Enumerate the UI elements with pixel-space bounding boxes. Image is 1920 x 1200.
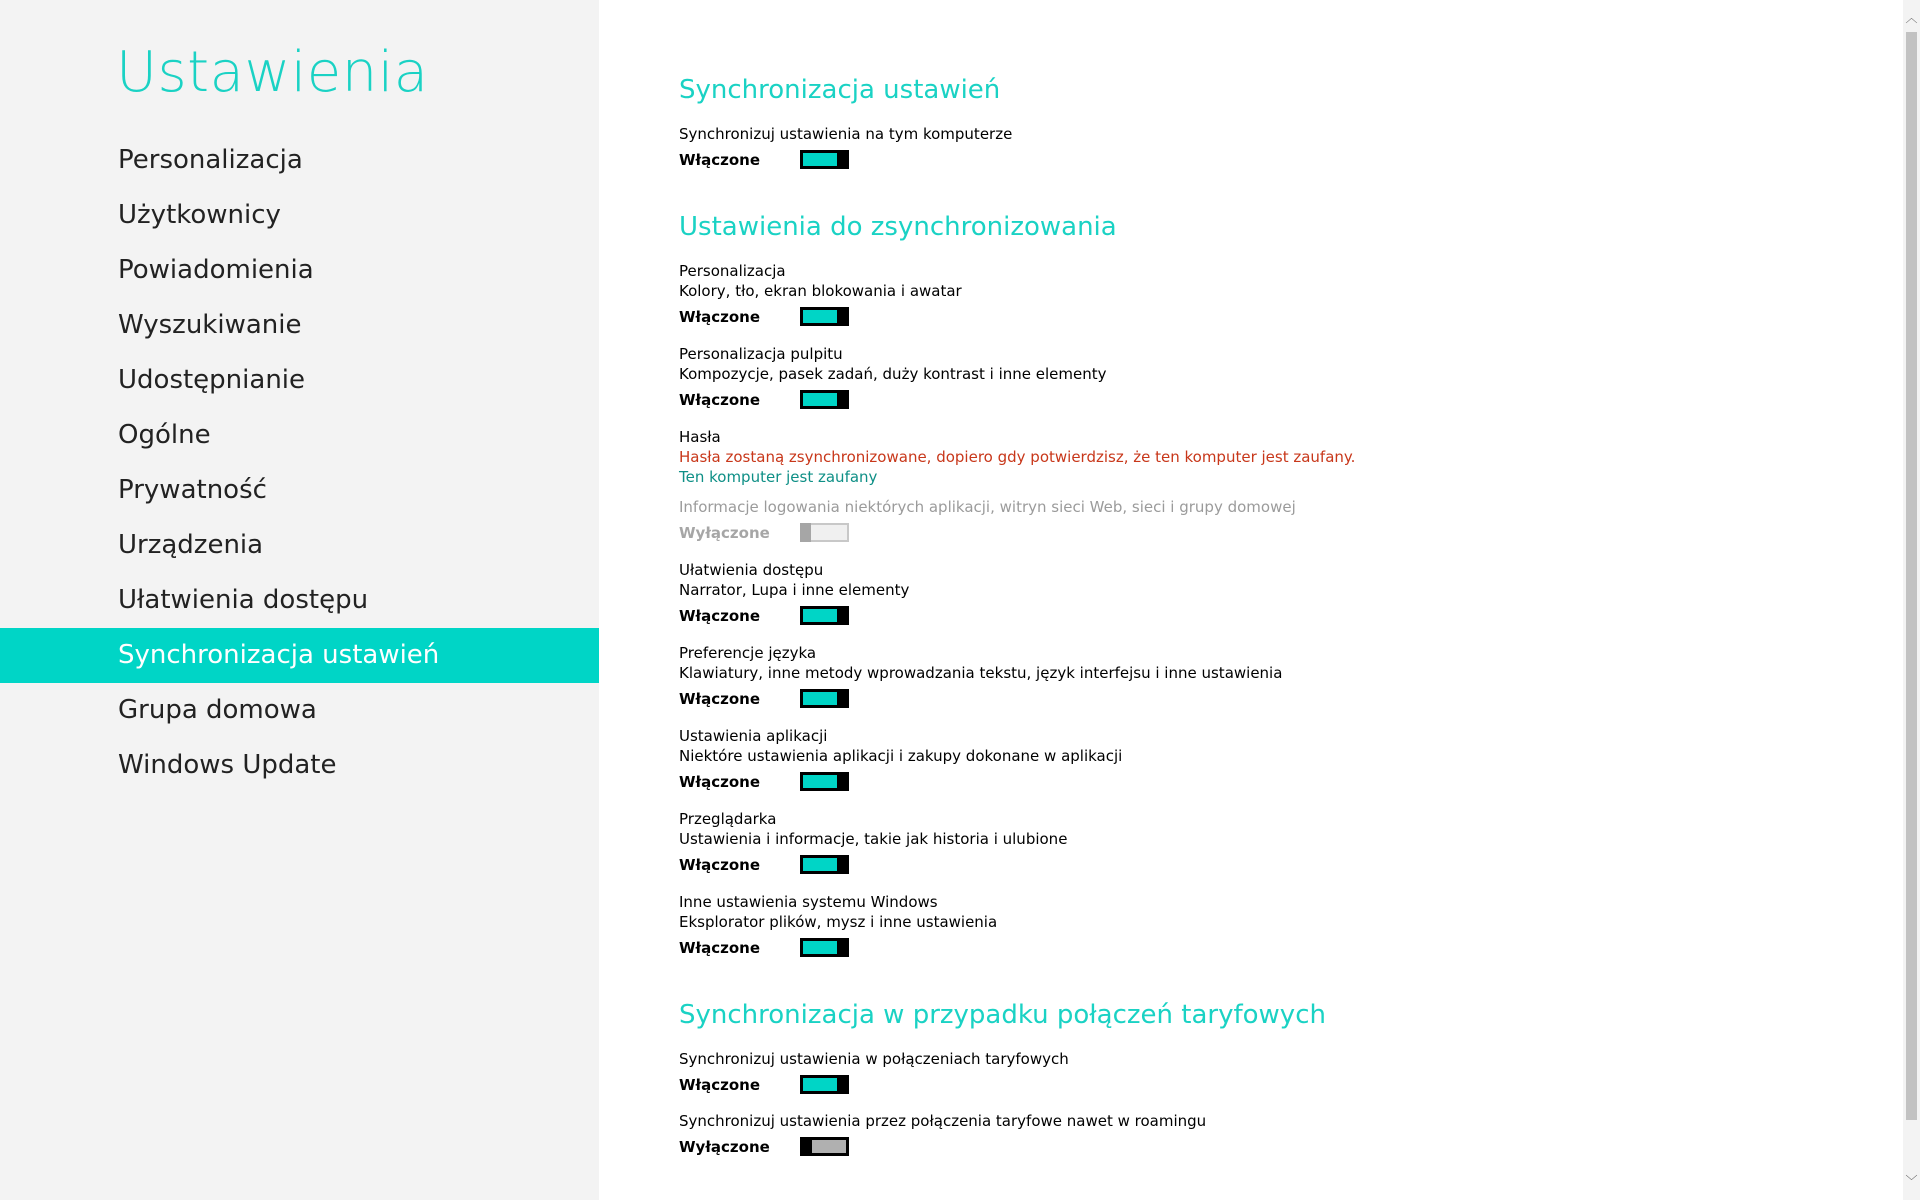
sidebar-item-ogolne[interactable]: Ogólne bbox=[118, 420, 211, 450]
language-title: Preferencje języka bbox=[679, 644, 817, 662]
browser-title: Przeglądarka bbox=[679, 810, 777, 828]
sidebar-item-windows-update[interactable]: Windows Update bbox=[118, 750, 337, 780]
sidebar-nav bbox=[0, 133, 599, 793]
apps-title: Ustawienia aplikacji bbox=[679, 727, 828, 745]
sidebar-item-ulatwienia-dostepu[interactable]: Ułatwienia dostępu bbox=[118, 585, 369, 615]
sidebar-item-udostepnianie[interactable]: Udostępnianie bbox=[118, 365, 306, 395]
passwords-warning: Hasła zostaną zsynchronizowane, dopiero gdy potwierdzisz, że ten komputer jest zaufany. bbox=[679, 448, 1356, 466]
passwords-state: Wyłączone bbox=[679, 524, 770, 542]
accessibility-state: Włączone bbox=[679, 607, 761, 625]
vertical-scrollbar[interactable] bbox=[1903, 0, 1920, 1200]
sync-this-pc-label: Synchronizuj ustawienia na tym komputerze bbox=[679, 125, 1013, 143]
scroll-down-icon[interactable]: ﹀ bbox=[1905, 1174, 1918, 1188]
desktop-personalization-toggle[interactable] bbox=[800, 390, 849, 409]
sidebar-item-synchronizacja-ustawien[interactable]: Synchronizacja ustawień bbox=[0, 628, 599, 683]
language-desc: Klawiatury, inne metody wprowadzania tekstu, język interfejsu i inne ustawienia bbox=[679, 664, 1283, 682]
other-windows-desc: Eksplorator plików, mysz i inne ustawienia bbox=[679, 913, 998, 931]
sidebar-item-personalizacja[interactable]: Personalizacja bbox=[118, 145, 303, 175]
sidebar-item-powiadomienia[interactable]: Powiadomienia bbox=[118, 255, 314, 285]
apps-state: Włączone bbox=[679, 773, 761, 791]
browser-state: Włączone bbox=[679, 856, 761, 874]
other-windows-toggle[interactable] bbox=[800, 938, 849, 957]
personalization-title: Personalizacja bbox=[679, 262, 786, 280]
page-title: Ustawienia bbox=[116, 40, 429, 105]
apps-toggle[interactable] bbox=[800, 772, 849, 791]
section-heading-sync: Synchronizacja ustawień bbox=[679, 75, 1001, 105]
sync-this-pc-state: Włączone bbox=[679, 151, 761, 169]
browser-desc: Ustawienia i informacje, takie jak historia i ulubione bbox=[679, 830, 1068, 848]
sync-this-pc-toggle[interactable] bbox=[800, 150, 849, 169]
sidebar-item-prywatnosc[interactable]: Prywatność bbox=[118, 475, 267, 505]
desktop-personalization-state: Włączone bbox=[679, 391, 761, 409]
sidebar bbox=[0, 0, 599, 1200]
apps-desc: Niektóre ustawienia aplikacji i zakupy dokonane w aplikacji bbox=[679, 747, 1123, 765]
metered-sync-state: Włączone bbox=[679, 1076, 761, 1094]
section-heading-settings: Ustawienia do zsynchronizowania bbox=[679, 212, 1117, 242]
metered-sync-label: Synchronizuj ustawienia w połączeniach taryfowych bbox=[679, 1050, 1069, 1068]
sidebar-item-urzadzenia[interactable]: Urządzenia bbox=[118, 530, 264, 560]
sidebar-item-grupa-domowa[interactable]: Grupa domowa bbox=[118, 695, 317, 725]
accessibility-title: Ułatwienia dostępu bbox=[679, 561, 824, 579]
passwords-desc: Informacje logowania niektórych aplikacji, witryn sieci Web, sieci i grupy domowej bbox=[679, 498, 1296, 516]
roaming-sync-state: Wyłączone bbox=[679, 1138, 770, 1156]
roaming-sync-toggle[interactable] bbox=[800, 1137, 849, 1156]
desktop-personalization-title: Personalizacja pulpitu bbox=[679, 345, 843, 363]
trust-this-pc-link[interactable]: Ten komputer jest zaufany bbox=[679, 468, 878, 486]
accessibility-toggle[interactable] bbox=[800, 606, 849, 625]
section-heading-metered: Synchronizacja w przypadku połączeń taryfowych bbox=[679, 1000, 1326, 1030]
desktop-personalization-desc: Kompozycje, pasek zadań, duży kontrast i inne elementy bbox=[679, 365, 1107, 383]
sidebar-item-uzytkownicy[interactable]: Użytkownicy bbox=[118, 200, 281, 230]
passwords-toggle bbox=[800, 523, 849, 542]
metered-sync-toggle[interactable] bbox=[800, 1075, 849, 1094]
scroll-thumb[interactable] bbox=[1906, 32, 1917, 1120]
other-windows-title: Inne ustawienia systemu Windows bbox=[679, 893, 938, 911]
browser-toggle[interactable] bbox=[800, 855, 849, 874]
language-toggle[interactable] bbox=[800, 689, 849, 708]
accessibility-desc: Narrator, Lupa i inne elementy bbox=[679, 581, 910, 599]
roaming-sync-label: Synchronizuj ustawienia przez połączenia taryfowe nawet w roamingu bbox=[679, 1112, 1207, 1130]
sidebar-item-wyszukiwanie[interactable]: Wyszukiwanie bbox=[118, 310, 302, 340]
personalization-desc: Kolory, tło, ekran blokowania i awatar bbox=[679, 282, 962, 300]
other-windows-state: Włączone bbox=[679, 939, 761, 957]
personalization-state: Włączone bbox=[679, 308, 761, 326]
language-state: Włączone bbox=[679, 690, 761, 708]
scroll-up-icon[interactable]: ︿ bbox=[1905, 11, 1918, 25]
personalization-toggle[interactable] bbox=[800, 307, 849, 326]
passwords-title: Hasła bbox=[679, 428, 721, 446]
